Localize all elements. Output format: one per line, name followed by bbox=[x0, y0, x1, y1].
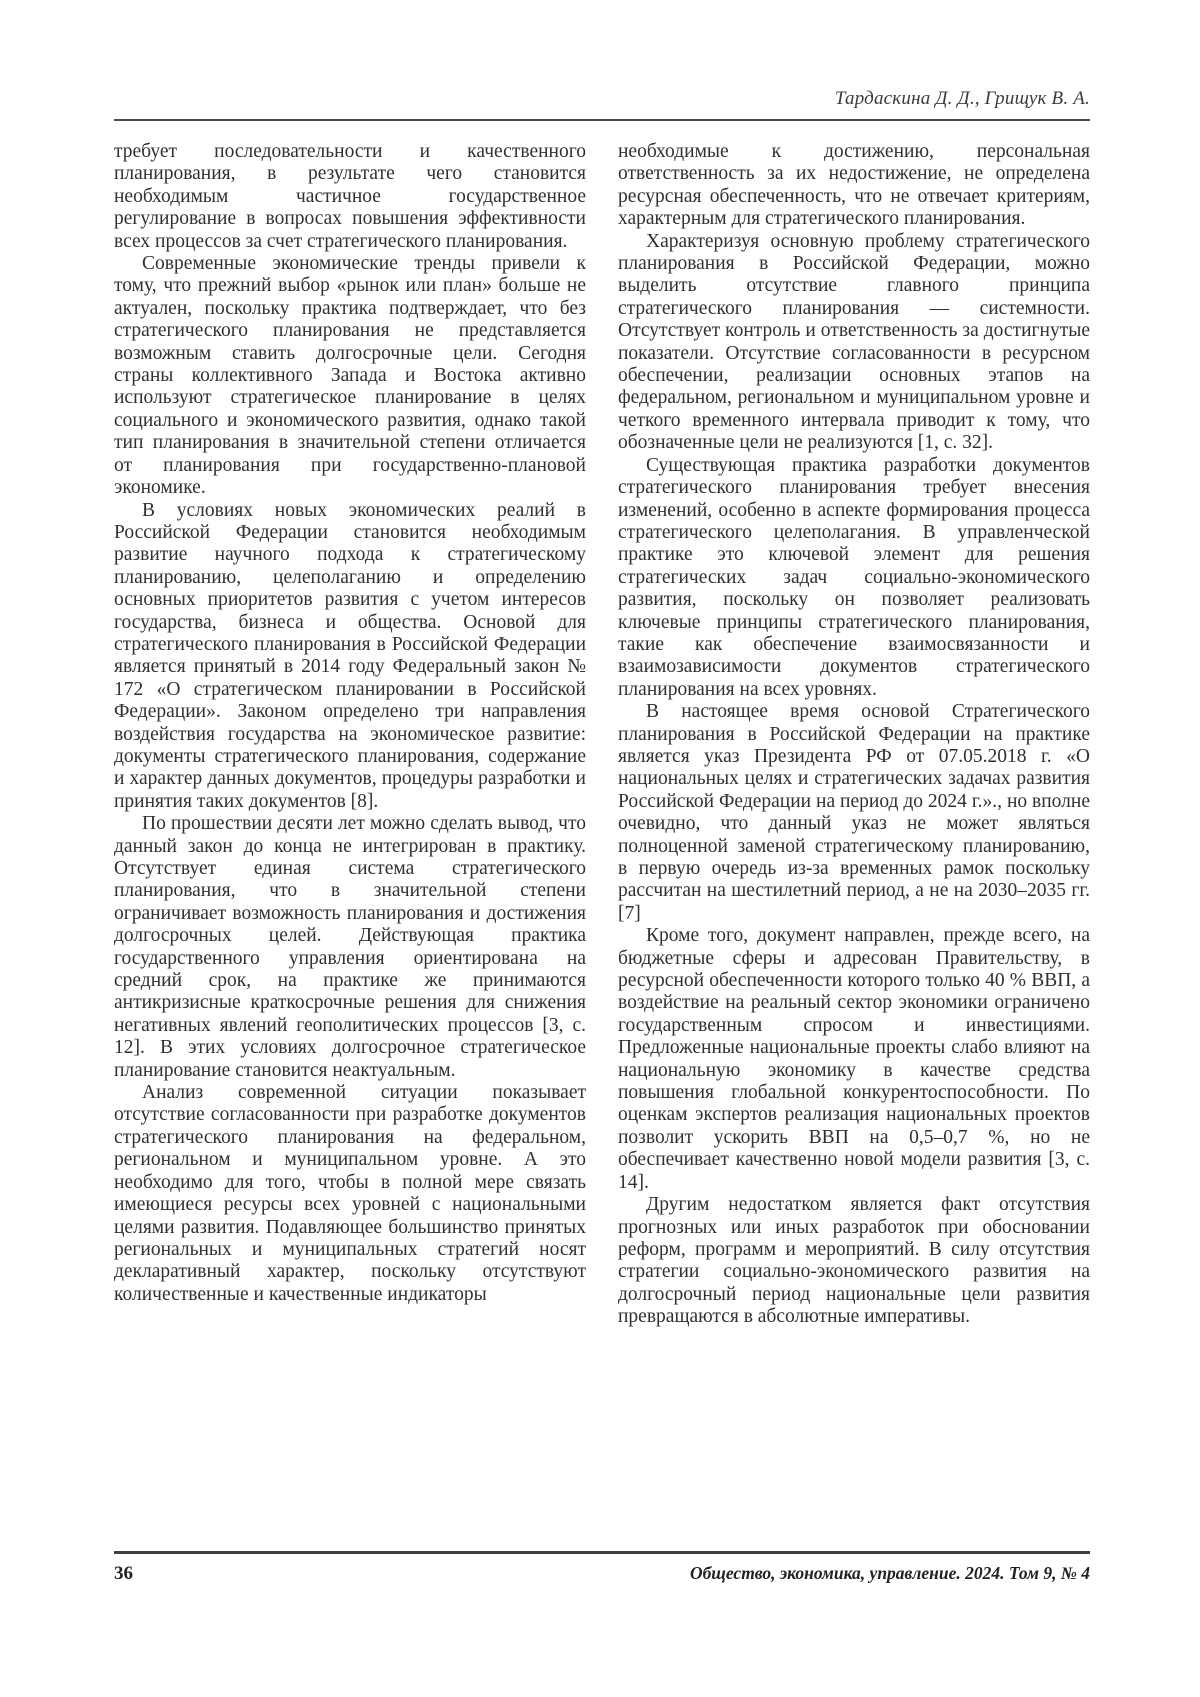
paragraph: Характеризуя основную проблему стратегического планирования в Российской Федерации, можно выделить отсутствие главного принципа стратегического планирования — системности. Отсутствует контроль и ответственность за достигнутые показатели. Отсутствие согласованности в ресурсном обеспечении, реализации основных этапов на федеральном, региональном и муниципальном уровне и четкого временного интервала приводит к тому, что обозначенные цели не реализуются [1, с. 32]. bbox=[618, 230, 1090, 454]
paragraph: По прошествии десяти лет можно сделать вывод, что данный закон до конца не интегрирован в практику. Отсутствует единая система стратегического планирования, что в значительной степени ограничивает возможность планирования и достижения долгосрочных целей. Действующая практика государственного управления ориентирована на средний срок, на практике же принимаются антикризисные краткосрочные решения для снижения негативных явлений геополитических процессов [3, с. 12]. В этих условиях долгосрочное стратегическое планирование становится неактуальным. bbox=[114, 813, 586, 1081]
header-rule bbox=[114, 119, 1090, 121]
paragraph: Кроме того, документ направлен, прежде всего, на бюджетные сферы и адресован Правительству, в ресурсной обеспеченности которого только 40 % ВВП, а воздействие на реальный сектор экономики ограничено государственным спросом и инвестициями. Предложенные национальные проекты слабо влияют на национальную экономику в качестве средства повышения глобальной конкурентоспособности. По оценкам экспертов реализация национальных проектов позволит ускорить ВВП на 0,5–0,7 %, но не обеспечивает качественно новой модели развития [3, с. 14]. bbox=[618, 925, 1090, 1193]
footer-rule bbox=[114, 1551, 1090, 1554]
running-head-authors: Тардаскина Д. Д., Грищук В. А. bbox=[834, 88, 1090, 109]
paragraph: В настоящее время основой Стратегического планирования в Российской Федерации на практике является указ Президента РФ от 07.05.2018 г. «О национальных целях и стратегических задачах развития Российской Федерации на период до 2024 г.»., но вполне очевидно, что данный указ не может являться полноценной заменой стратегическому планированию, в первую очередь из-за временных рамок поскольку рассчитан на шестилетний период, а не на 2030–2035 гг. [7] bbox=[618, 701, 1090, 924]
paragraph: Современные экономические тренды привели к тому, что прежний выбор «рынок или план» больше не актуален, поскольку практика подтверждает, что без стратегического планирования не представляется возможным ставить долгосрочные цели. Сегодня страны коллективного Запада и Востока активно используют стратегическое планирование в целях социального и экономического развития, однако такой тип планирования в значительной степени отличается от планирования при государственно-плановой экономике. bbox=[114, 253, 586, 499]
column-left bbox=[114, 141, 586, 1329]
page-footer bbox=[114, 1551, 1090, 1585]
paragraph: необходимые к достижению, персональная ответственность за их недостижение, не определена ресурсная обеспеченность, что не отвечает критериям, характерным для стратегического планирования. bbox=[618, 141, 1090, 230]
paragraph: Анализ современной ситуации показывает отсутствие согласованности при разработке документов стратегического планирования на федеральном, региональном и муниципальном уровне. А это необходимо для того, чтобы в полной мере связать имеющиеся ресурсы всех уровней с национальными целями развития. Подавляющее большинство принятых региональных и муниципальных стратегий носят декларативный характер, поскольку отсутствуют количественные и качественные индикаторы bbox=[114, 1082, 586, 1305]
article-page bbox=[114, 0, 1090, 1329]
paragraph: требует последовательности и качественного планирования, в результате чего становится необходимым частичное государственное регулирование в вопросах повышения эффективности всех процессов за счет стратегического планирования. bbox=[114, 141, 586, 252]
journal-citation: Общество, экономика, управление. 2024. Том 9, № 4 bbox=[689, 1563, 1090, 1583]
article-body bbox=[114, 141, 1090, 1329]
column-right bbox=[618, 141, 1090, 1329]
page-number: 36 bbox=[114, 1563, 133, 1584]
paragraph: В условиях новых экономических реалий в Российской Федерации становится необходимым развитие научного подхода к стратегическому планированию, целеполаганию и определению основных приоритетов развития с учетом интересов государства, бизнеса и общества. Основой для стратегического планирования в Российской Федерации является принятый в 2014 году Федеральный закон № 172 «О стратегическом планировании в Российской Федерации». Законом определено три направления воздействия государства на экономическое развитие: документы стратегического планирования, содержание и характер данных документов, процедуры разработки и принятия таких документов [8]. bbox=[114, 499, 586, 812]
paragraph: Другим недостатком является факт отсутствия прогнозных или иных разработок при обосновании реформ, программ и мероприятий. В силу отсутствия стратегии социально-экономического развития на долгосрочный период национальные цели развития превращаются в абсолютные императивы. bbox=[618, 1194, 1090, 1328]
footer-row bbox=[114, 1563, 1090, 1585]
paragraph: Существующая практика разработки документов стратегического планирования требует внесения изменений, особенно в аспекте формирования процесса стратегического целеполагания. В управленческой практике это ключевой элемент для решения стратегических задач социально-экономического развития, поскольку он позволяет реализовать ключевые принципы стратегического планирования, такие как обеспечение взаимосвязанности и взаимозависимости документов стратегического планирования на всех уровнях. bbox=[618, 454, 1090, 700]
